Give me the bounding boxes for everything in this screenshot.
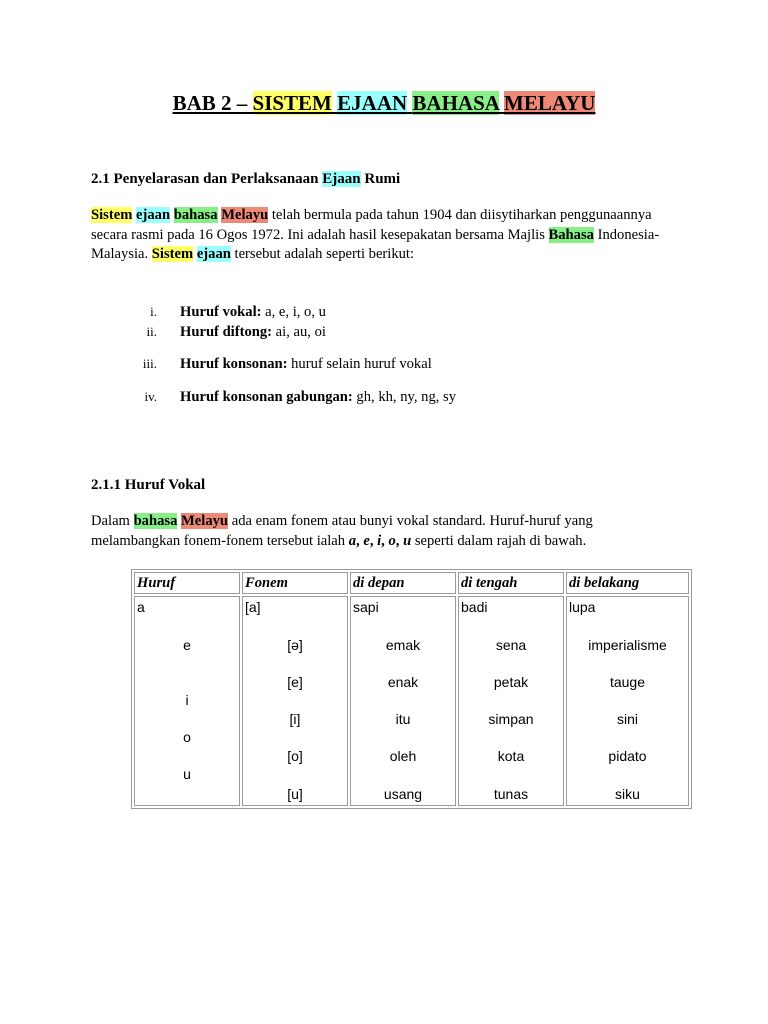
header-fonem: Fonem <box>242 572 348 594</box>
vowel-table <box>131 569 692 809</box>
table-row <box>134 596 689 806</box>
vowel-paragraph: Dalam bahasa Melayu ada enam fonem atau bunyi vokal standard. Huruf-huruf yang melambangkan fonem-fonem tersebut ialah a, e, i, o, u seperti dalam rajah di bawah. <box>91 513 593 549</box>
cell: petak <box>493 674 529 690</box>
cell: enak <box>387 674 419 690</box>
para-text-2: Indonesia-Malaysia. <box>91 226 660 262</box>
col-di-tengah <box>458 596 564 806</box>
section-heading-2-1 <box>91 169 400 189</box>
hl-sistem: Sistem <box>91 207 133 223</box>
cell: e <box>183 637 191 653</box>
hl-sistem-2: Sistem <box>151 246 194 262</box>
para-text: telah bermula pada tahun 1904 dan diisytiharkan penggunaannya secara rasmi pada 16 Ogos 1972. Ini adalah hasil kesepakatan bersama Majlis <box>91 207 652 243</box>
intro-paragraph <box>91 206 661 265</box>
hl-ejaan: ejaan <box>136 207 171 223</box>
vowel-u: u <box>403 532 412 549</box>
cell: u <box>183 766 191 782</box>
vowel-o: o <box>388 532 396 549</box>
header-di-depan: di depan <box>350 572 456 594</box>
list-label: Huruf konsonan: <box>180 356 288 372</box>
section-heading-highlight: Ejaan <box>322 171 361 187</box>
list-value: a, e, i, o, u <box>261 304 326 320</box>
col-di-depan <box>350 596 456 806</box>
list-number: iii. <box>142 356 157 371</box>
title-word-melayu: MELAYU <box>504 91 596 115</box>
title-word-ejaan: EJAAN <box>337 91 408 115</box>
header-huruf: Huruf <box>134 572 240 594</box>
cell: pidato <box>608 748 647 764</box>
section-heading-text: 2.1 Penyelarasan dan Perlaksanaan <box>91 171 323 187</box>
cell: sapi <box>353 599 379 615</box>
header-di-tengah: di tengah <box>458 572 564 594</box>
cell: tauge <box>609 674 646 690</box>
cell: itu <box>395 711 411 727</box>
para-text: Dalam <box>91 513 134 529</box>
cell: i <box>185 692 189 708</box>
list-label: Huruf konsonan gabungan: <box>180 389 353 405</box>
header-di-belakang: di belakang <box>566 572 689 594</box>
para-text-2: ada enam fonem atau bunyi vokal standard. Huruf-huruf yang melambangkan fonem-fonem tersebut ialah <box>91 513 593 549</box>
vowel-e: e <box>363 532 370 549</box>
cell: [e] <box>287 674 303 690</box>
cell: oleh <box>389 748 417 764</box>
table-header-row <box>134 572 689 594</box>
list-number: i. <box>150 304 157 319</box>
title-word-bahasa: BAHASA <box>412 91 499 115</box>
para-text-3: seperti dalam rajah di bawah. <box>411 532 587 549</box>
cell: kota <box>497 748 525 764</box>
hl-bahasa-2: Bahasa <box>548 226 594 243</box>
cell: badi <box>461 599 488 615</box>
cell: [o] <box>287 748 303 764</box>
list-value: gh, kh, ny, ng, sy <box>352 389 457 405</box>
cell: tunas <box>493 786 529 802</box>
cell: simpan <box>488 711 534 727</box>
cell: sini <box>616 711 638 727</box>
cell: imperialisme <box>588 637 667 653</box>
cell: o <box>183 729 191 745</box>
cell: siku <box>615 786 640 802</box>
page-title <box>0 88 768 118</box>
para-text-3: tersebut adalah seperti berikut: <box>230 246 415 262</box>
hl-melayu: Melayu <box>181 513 229 529</box>
cell: lupa <box>569 599 596 615</box>
col-fonem <box>242 596 348 806</box>
col-di-belakang <box>566 596 689 806</box>
cell: [ə] <box>287 637 303 653</box>
hl-bahasa: bahasa <box>173 207 218 223</box>
cell: a <box>137 599 145 615</box>
title-prefix: BAB 2 – <box>172 91 253 115</box>
cell: [i] <box>289 711 301 727</box>
vowel-a: a <box>348 532 357 549</box>
list-label: Huruf diftong: <box>180 324 273 340</box>
cell: sena <box>495 637 527 653</box>
list-number: iv. <box>144 389 157 404</box>
col-huruf <box>134 596 240 806</box>
list-value: huruf selain huruf vokal <box>287 356 432 372</box>
list-label: Huruf vokal: <box>180 304 262 320</box>
cell: [a] <box>245 599 261 615</box>
section-heading-text-end: Rumi <box>360 171 401 187</box>
cell: emak <box>385 637 421 653</box>
cell: usang <box>383 786 423 802</box>
vowel-i: i <box>377 532 382 549</box>
cell: [u] <box>287 786 303 802</box>
section-heading-2-1-1: 2.1.1 Huruf Vokal <box>91 477 206 493</box>
list-value: ai, au, oi <box>272 324 326 340</box>
title-word-sistem: SISTEM <box>252 91 332 115</box>
hl-melayu: Melayu <box>221 207 269 223</box>
hl-ejaan-2: ejaan <box>196 246 231 262</box>
list-number: ii. <box>146 324 157 339</box>
hl-bahasa: bahasa <box>133 513 178 529</box>
